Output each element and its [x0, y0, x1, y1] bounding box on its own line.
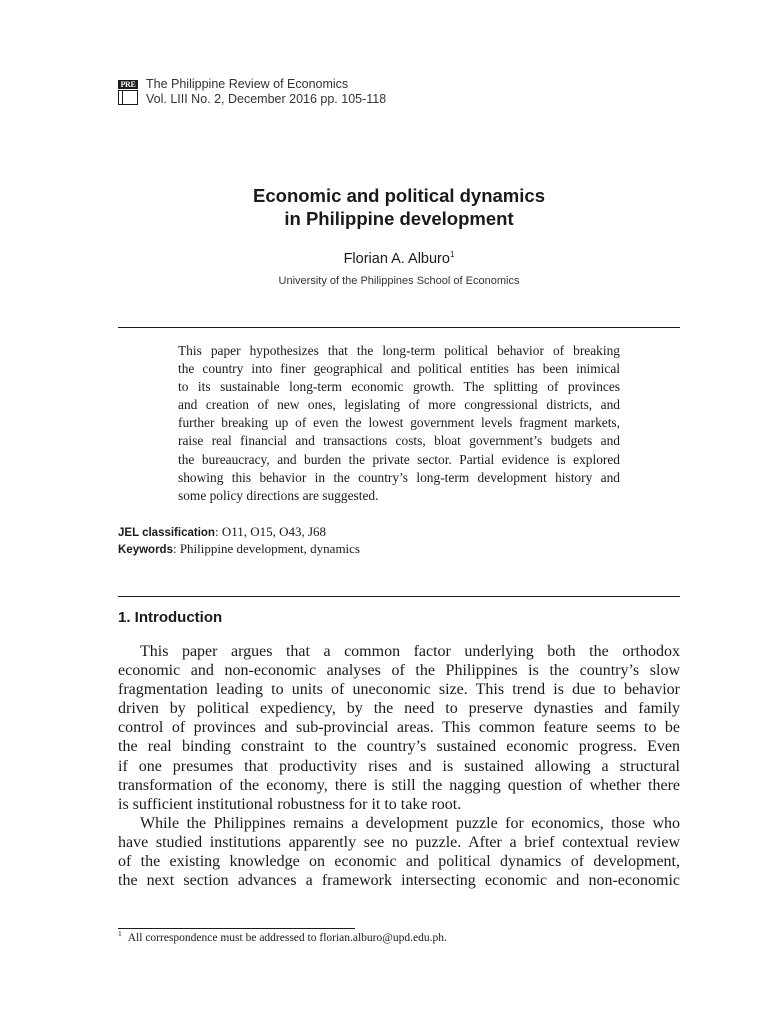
affiliation: University of the Philippines School of Economics — [278, 275, 520, 287]
body-line: control of provinces and sub-provincial areas. This common feature seems to be — [118, 719, 680, 737]
body-line: if one presumes that productivity rises and is sustained allowing a structural — [118, 757, 680, 775]
abstract-line: the bureaucracy, and burden the private sector. Partial evidence is explored — [178, 451, 620, 467]
journal-header — [118, 77, 518, 107]
footnote-rule — [118, 928, 355, 929]
jel-value: : O11, O15, O43, J68 — [214, 524, 327, 539]
body-line: the next section advances a framework intersecting economic and non-economic — [118, 872, 680, 890]
abstract-line: This paper hypothesizes that the long-term political behavior of breaking — [178, 343, 620, 358]
body-line: economic and non-economic analyses of the Philippines is the country’s slow — [118, 662, 680, 680]
abstract-line: some policy directions are suggested. — [178, 487, 379, 503]
body-text — [118, 642, 680, 890]
journal-name: The Philippine Review of Economics — [146, 77, 349, 91]
footnote-text: All correspondence must be addressed to florian.alburo@upd.edu.ph. — [127, 932, 447, 944]
body-line: of the existing knowledge on economic and political dynamics of development, — [118, 853, 680, 871]
section-top-rule — [118, 596, 680, 597]
footnote-mark: 1 — [118, 929, 122, 939]
body-line: transformation of the economy, there is still the nagging question of whether there — [118, 776, 680, 794]
abstract-line: showing this behavior in the country’s long-term development history and — [178, 469, 620, 485]
abstract-top-rule — [118, 327, 680, 328]
footnote — [118, 931, 447, 945]
author-name: Florian A. Alburo — [343, 251, 450, 267]
journal-logo-icon — [118, 80, 138, 104]
body-line: have studied institutions apparently see no puzzle. After a brief contextual review — [118, 833, 680, 851]
body-line: fragmentation leading to units of uneconomic size. This trend is due to behavior — [118, 681, 680, 699]
jel-label: JEL classification — [118, 527, 215, 539]
abstract-line: further breaking up of even the lowest government levels fragment markets, — [178, 415, 620, 431]
author — [118, 250, 680, 268]
abstract-line: the country into finer geographical and political entities has been inimical — [178, 361, 620, 377]
body-line: driven by political expediency, by the need to preserve dynasties and family — [118, 700, 680, 718]
keywords — [118, 541, 680, 558]
section-heading: 1. Introduction — [118, 609, 223, 626]
abstract — [178, 342, 620, 505]
author-footnote-mark: 1 — [449, 250, 455, 260]
abstract-line: raise real financial and transactions costs, bloat government’s budgets and — [178, 433, 620, 449]
keywords-label: Keywords — [118, 544, 173, 556]
article-title-line: Economic and political dynamics — [253, 185, 545, 206]
body-line: This paper argues that a common factor underlying both the orthodox — [140, 643, 680, 660]
article-title-line: in Philippine development — [284, 208, 514, 229]
article-title — [118, 184, 680, 230]
abstract-line: and creation of new ones, legislating of more congressional districts, and — [178, 397, 620, 413]
abstract-line: to its sustainable long-term economic growth. The splitting of provinces — [178, 379, 620, 395]
journal-issue: Vol. LIII No. 2, December 2016 pp. 105-118 — [146, 92, 387, 106]
body-line: the real binding constraint to the country’s sustained economic progress. Even — [118, 738, 680, 756]
body-line: is sufficient institutional robustness for it to take root. — [118, 795, 462, 813]
body-line: While the Philippines remains a development puzzle for economics, those who — [140, 814, 680, 832]
jel-classification — [118, 524, 680, 541]
journal-logo-text: PRE — [118, 80, 138, 89]
keywords-value: : Philippine development, dynamics — [172, 541, 360, 556]
